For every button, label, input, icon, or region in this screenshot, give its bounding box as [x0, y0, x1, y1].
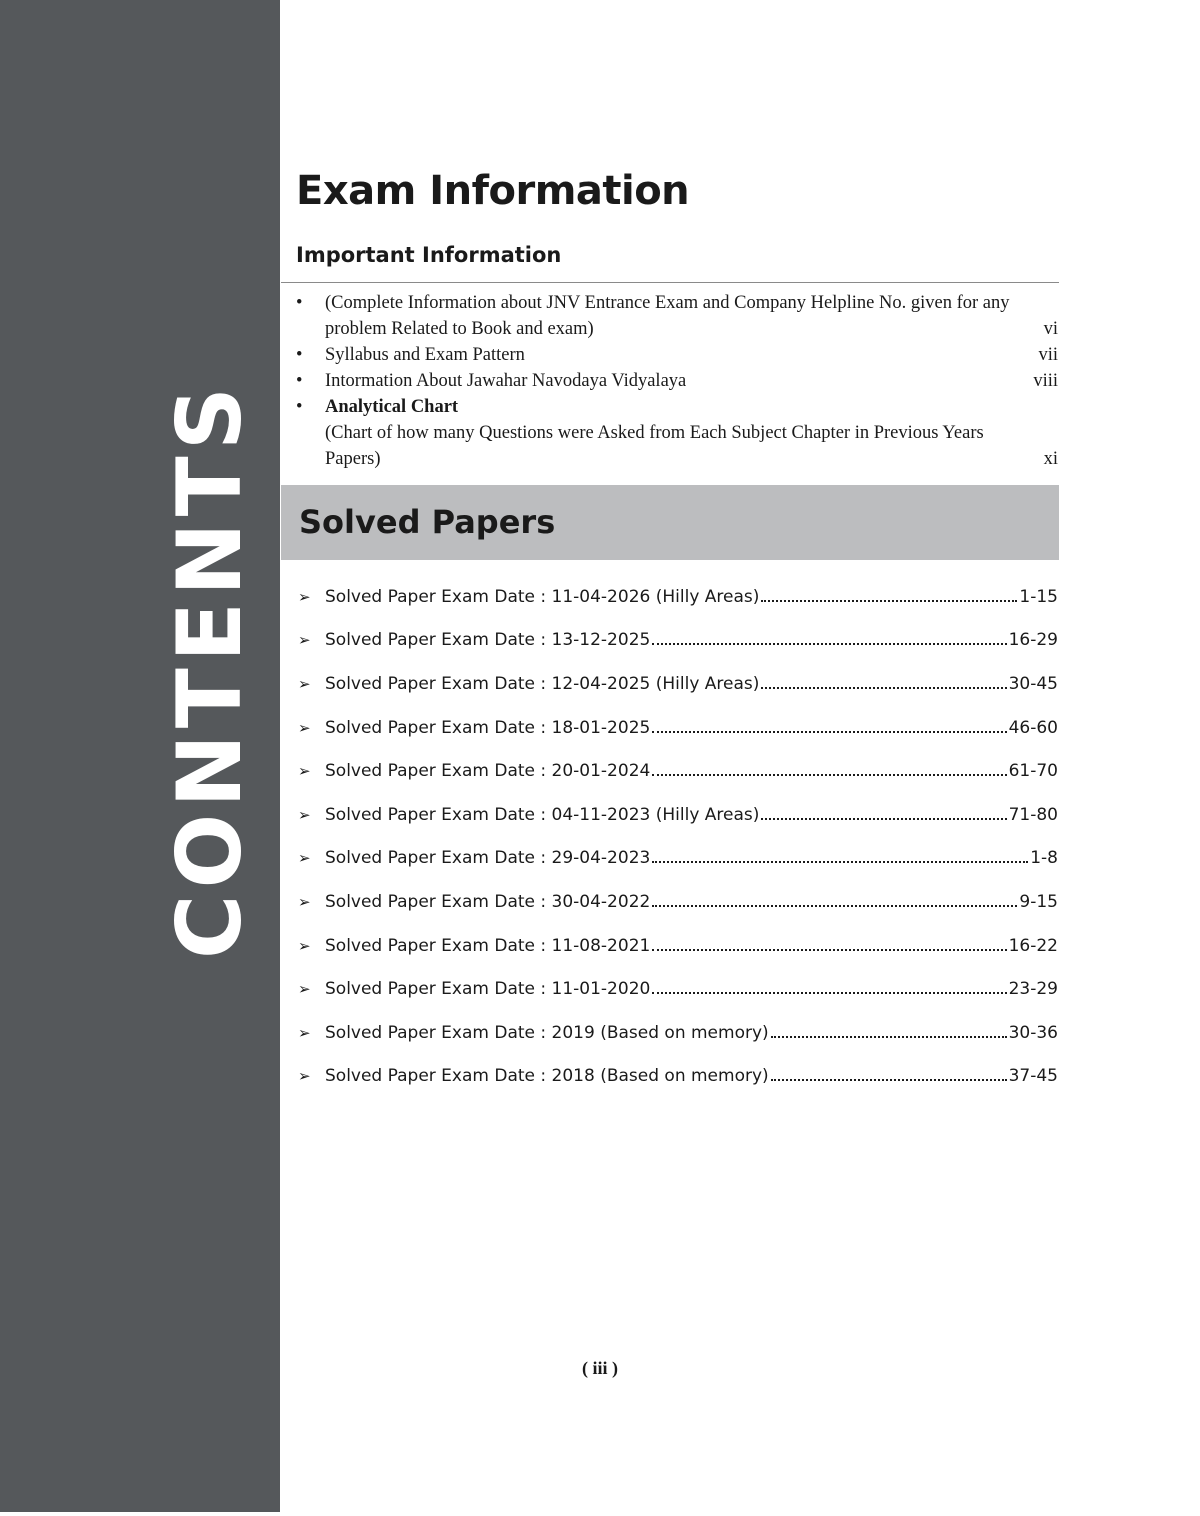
sidebar	[0, 0, 280, 1512]
info-item-line: Papers)	[325, 449, 381, 469]
dot-leader	[771, 1036, 1007, 1038]
solved-paper-entry[interactable]	[298, 1055, 1058, 1099]
bullet-icon: •	[296, 371, 303, 391]
solved-paper-pages: 30-45	[1008, 673, 1058, 694]
solved-paper-entry[interactable]	[298, 837, 1058, 881]
arrow-icon: ➢	[298, 674, 311, 693]
arrow-icon: ➢	[298, 762, 311, 781]
section-divider	[281, 282, 1059, 283]
solved-paper-label: Solved Paper Exam Date : 11-08-2021	[325, 935, 651, 956]
solved-paper-label: Solved Paper Exam Date : 11-04-2026 (Hilly Areas)	[325, 586, 760, 607]
info-item-line: (Chart of how many Questions were Asked from Each Subject Chapter in Previous Years	[325, 423, 984, 443]
solved-paper-pages: 37-45	[1008, 1066, 1058, 1087]
dot-leader	[652, 643, 1006, 645]
solved-paper-entry[interactable]	[298, 967, 1058, 1011]
arrow-icon: ➢	[298, 631, 311, 650]
dot-leader	[652, 861, 1028, 863]
solved-paper-pages: 1-8	[1030, 848, 1058, 869]
solved-paper-entry[interactable]	[298, 1011, 1058, 1055]
info-item-text: Intormation About Jawahar Navodaya Vidyalaya	[325, 371, 687, 391]
solved-paper-pages: 30-36	[1008, 1022, 1058, 1043]
info-item-text: Syllabus and Exam Pattern	[325, 345, 525, 365]
solved-paper-entry[interactable]	[298, 749, 1058, 793]
info-item-line: (Complete Information about JNV Entrance Exam and Company Helpline No. given for any	[325, 293, 1010, 313]
bullet-icon: •	[296, 397, 303, 417]
solved-paper-label: Solved Paper Exam Date : 13-12-2025	[325, 630, 651, 651]
dot-leader	[652, 774, 1006, 776]
info-item-bold-title: Analytical Chart	[325, 397, 459, 417]
dot-leader	[652, 949, 1006, 951]
contents-vertical-title: CONTENTS	[158, 380, 261, 960]
arrow-icon: ➢	[298, 1023, 311, 1042]
solved-paper-entry[interactable]	[298, 575, 1058, 619]
solved-paper-label: Solved Paper Exam Date : 2018 (Based on memory)	[325, 1066, 769, 1087]
solved-paper-label: Solved Paper Exam Date : 30-04-2022	[325, 891, 651, 912]
solved-paper-label: Solved Paper Exam Date : 04-11-2023 (Hilly Areas)	[325, 804, 760, 825]
info-item-page: vi	[1043, 319, 1058, 339]
solved-paper-pages: 1-15	[1019, 586, 1058, 607]
page-number: ( iii )	[582, 1358, 618, 1378]
dot-leader	[761, 600, 1017, 602]
solved-paper-label: Solved Paper Exam Date : 11-01-2020	[325, 979, 651, 1000]
dot-leader	[771, 1079, 1007, 1081]
solved-paper-entry[interactable]	[298, 706, 1058, 750]
solved-paper-label: Solved Paper Exam Date : 18-01-2025	[325, 717, 651, 738]
solved-paper-pages: 23-29	[1008, 979, 1058, 1000]
info-item-syllabus[interactable]	[296, 342, 1058, 368]
solved-paper-label: Solved Paper Exam Date : 2019 (Based on memory)	[325, 1022, 769, 1043]
important-information-heading: Important Information	[296, 243, 562, 267]
solved-paper-pages: 46-60	[1008, 717, 1058, 738]
dot-leader	[652, 992, 1006, 994]
arrow-icon: ➢	[298, 1067, 311, 1086]
solved-papers-list	[298, 575, 1058, 1098]
solved-paper-pages: 71-80	[1008, 804, 1058, 825]
solved-paper-pages: 9-15	[1019, 891, 1058, 912]
arrow-icon: ➢	[298, 805, 311, 824]
dot-leader	[761, 687, 1006, 689]
info-item-page: viii	[1033, 371, 1058, 391]
exam-information-title: Exam Information	[296, 168, 690, 214]
arrow-icon: ➢	[298, 718, 311, 737]
solved-paper-label: Solved Paper Exam Date : 12-04-2025 (Hilly Areas)	[325, 673, 760, 694]
dot-leader	[652, 905, 1017, 907]
bullet-icon: •	[296, 345, 303, 365]
important-information-list	[296, 290, 1058, 472]
solved-paper-entry[interactable]	[298, 924, 1058, 968]
arrow-icon: ➢	[298, 936, 311, 955]
info-item-page: vii	[1038, 345, 1058, 365]
solved-paper-entry[interactable]	[298, 793, 1058, 837]
info-item-page: xi	[1043, 449, 1058, 469]
info-item-jnv[interactable]	[296, 368, 1058, 394]
solved-paper-pages: 61-70	[1008, 761, 1058, 782]
solved-paper-pages: 16-29	[1008, 630, 1058, 651]
solved-paper-label: Solved Paper Exam Date : 29-04-2023	[325, 848, 651, 869]
info-item-line: problem Related to Book and exam)	[325, 319, 594, 339]
arrow-icon: ➢	[298, 587, 311, 606]
solved-paper-label: Solved Paper Exam Date : 20-01-2024	[325, 761, 651, 782]
dot-leader	[652, 731, 1006, 733]
solved-paper-entry[interactable]	[298, 662, 1058, 706]
info-item-analytical-chart[interactable]	[296, 394, 1058, 472]
arrow-icon: ➢	[298, 980, 311, 999]
solved-paper-entry[interactable]	[298, 619, 1058, 663]
bullet-icon: •	[296, 293, 303, 313]
dot-leader	[761, 818, 1006, 820]
solved-paper-pages: 16-22	[1008, 935, 1058, 956]
info-item-helpline[interactable]	[296, 290, 1058, 342]
arrow-icon: ➢	[298, 892, 311, 911]
solved-paper-entry[interactable]	[298, 880, 1058, 924]
solved-papers-band	[281, 485, 1059, 560]
solved-papers-title: Solved Papers	[299, 503, 556, 541]
arrow-icon: ➢	[298, 849, 311, 868]
